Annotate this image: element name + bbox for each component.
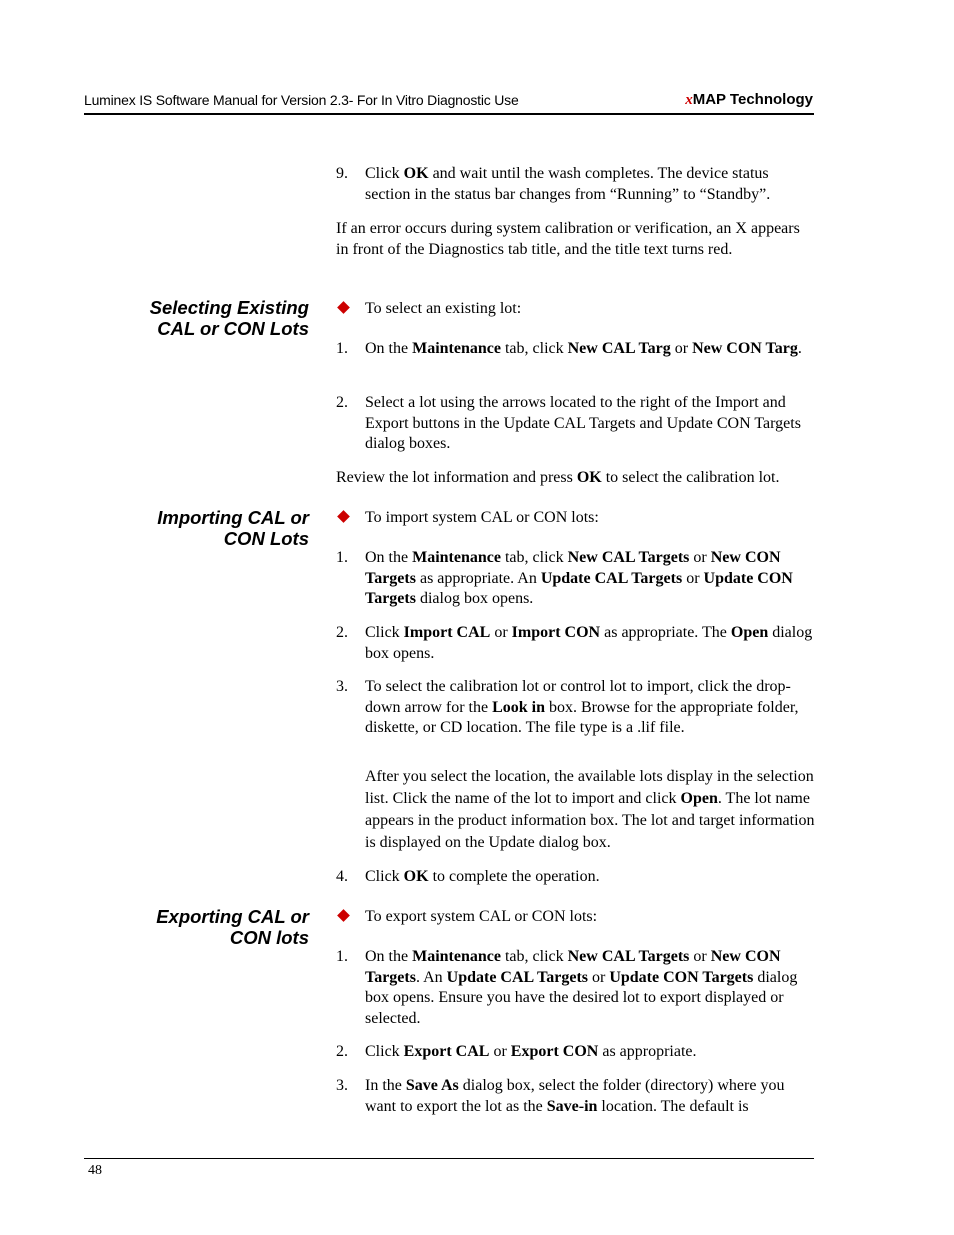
text-run: and wait until the wash completes. The device status section in the status bar changes from “Running” to “Standby”. <box>365 165 771 203</box>
running-header-brand <box>685 91 813 109</box>
step-number: 2. <box>336 1043 348 1060</box>
ui-term: Update CAL Targets <box>540 569 683 587</box>
header-rule <box>84 113 814 115</box>
text-run: Click <box>365 624 404 641</box>
section-heading-importing <box>69 507 309 549</box>
step-number: 1. <box>336 948 348 965</box>
ui-term: New CON Targets <box>365 549 781 587</box>
ui-term: Export CAL <box>403 1043 490 1060</box>
step-number: 3. <box>336 678 348 695</box>
ui-term: New CAL Targets <box>567 948 690 965</box>
text-run: Click <box>365 868 404 885</box>
text-run: . <box>797 340 802 357</box>
text-run: dialog box opens. <box>415 590 534 607</box>
heading-line: Importing CAL or <box>157 507 309 528</box>
bullet-text: To select an existing lot: <box>365 300 522 317</box>
footer-rule <box>84 1158 814 1159</box>
diamond-bullet-icon <box>337 510 350 523</box>
step-number: 2. <box>336 394 348 411</box>
step-text <box>365 867 815 888</box>
step-number: 9. <box>336 165 348 182</box>
text-run: To select the calibration lot or control lot to import, click the drop-down arrow for the <box>365 678 791 716</box>
step-number: 4. <box>336 868 348 885</box>
text-run: box. Browse for the appropriate folder, diskette, or CD location. The file type is a .lif file. <box>365 698 799 736</box>
text-run: as appropriate. An <box>415 569 541 587</box>
heading-line: Selecting Existing <box>149 297 309 318</box>
ui-term: Update CAL Targets <box>446 968 588 986</box>
text-run: After you select the location, the available lots display in the selection list. Click the name of the lot to import and click <box>365 768 814 807</box>
ui-term: Save-in <box>546 1097 598 1115</box>
ui-term: Export CON <box>510 1043 599 1060</box>
brand-name: MAP Technology <box>692 91 813 108</box>
section-heading-exporting <box>69 906 309 948</box>
text-run: to select the calibration lot. <box>601 469 780 486</box>
heading-line: CON lots <box>229 927 309 948</box>
bullet-text: To import system CAL or CON lots: <box>365 509 599 526</box>
step-text <box>365 1042 815 1063</box>
text-run: Click <box>365 165 404 182</box>
section-heading-selecting <box>69 297 309 339</box>
text-run: . An <box>415 968 447 986</box>
text-run: tab, click <box>500 948 568 965</box>
ui-term: OK <box>403 165 429 182</box>
step-number: 1. <box>336 340 348 357</box>
step-number: 3. <box>336 1077 348 1094</box>
text-run: On the <box>365 340 413 357</box>
bullet-text: To export system CAL or CON lots: <box>365 908 598 925</box>
step-text <box>365 623 815 664</box>
ui-term: Maintenance <box>412 948 501 965</box>
text-run: to complete the operation. <box>428 868 600 885</box>
text-run: dialog box, select the folder (directory) where you want to export the lot as the <box>365 1077 785 1115</box>
text-run: or <box>490 624 512 641</box>
heading-line: CAL or CON Lots <box>157 318 309 339</box>
text-run: or <box>588 968 610 986</box>
paragraph-text <box>336 468 814 489</box>
paragraph-text: If an error occurs during system calibration or verification, an X appears in front of the Diagnostics tab title, and the title text turns red. <box>336 220 800 258</box>
text-run: On the <box>365 549 413 566</box>
ui-term: OK <box>576 469 602 486</box>
heading-line: Exporting CAL or <box>156 906 309 927</box>
text-run: or <box>682 569 704 587</box>
ui-term: Import CAL <box>403 624 491 641</box>
step-text: Select a lot using the arrows located to the right of the Import and Export buttons in the Update CAL Targets and Update CON Targets dialog boxes. <box>365 394 801 452</box>
ui-term: Save As <box>405 1077 459 1094</box>
text-run: or <box>489 1043 511 1060</box>
diamond-bullet-icon <box>337 909 350 922</box>
ui-term: Update CON Targets <box>365 569 793 607</box>
ui-term: Open <box>730 624 769 641</box>
ui-term: New CAL Targ <box>567 340 671 357</box>
ui-term: Import CON <box>511 624 601 641</box>
text-run: as appropriate. The <box>600 624 731 641</box>
step-text <box>365 677 815 739</box>
step-text <box>365 339 815 360</box>
ui-term: New CAL Targets <box>567 549 690 566</box>
text-run: or <box>670 340 693 357</box>
text-run: tab, click <box>500 340 568 357</box>
ui-term: OK <box>403 868 429 885</box>
ui-term: Open <box>680 790 718 807</box>
text-run: . The lot name appears in the product information box. The lot and target information is displayed on the Update dialog box. <box>365 790 815 851</box>
ui-term: Maintenance <box>412 549 501 566</box>
step-text <box>365 548 815 610</box>
ui-term: Look in <box>492 698 545 716</box>
text-run: location. The default is <box>597 1097 749 1115</box>
text-run: Click <box>365 1043 404 1060</box>
text-run: or <box>689 948 711 965</box>
text-run: In the <box>365 1077 406 1094</box>
heading-line: CON Lots <box>223 528 309 549</box>
ui-term: New CON Targ <box>692 340 798 357</box>
text-run: tab, click <box>500 549 568 566</box>
brand-x: x <box>685 92 693 108</box>
text-run: as appropriate. <box>598 1043 697 1060</box>
text-run: dialog box opens. <box>365 624 813 662</box>
page-number: 48 <box>88 1163 102 1178</box>
ui-term: New CON Targets <box>365 948 781 986</box>
ui-term: Maintenance <box>412 340 501 357</box>
step-text <box>365 766 815 854</box>
step-number: 2. <box>336 624 348 641</box>
text-run: Review the lot information and press <box>336 469 577 486</box>
running-header-title: Luminex IS Software Manual for Version 2.3- For In Vitro Diagnostic Use <box>84 92 519 108</box>
step-text <box>365 164 815 205</box>
step-number: 1. <box>336 549 348 566</box>
text-run: dialog box opens. Ensure you have the desired lot to export displayed or selected. <box>365 968 798 1027</box>
step-text <box>365 947 815 1029</box>
text-run: or <box>689 549 711 566</box>
diamond-bullet-icon <box>337 301 350 314</box>
step-text <box>365 1076 815 1117</box>
text-run: On the <box>365 948 413 965</box>
ui-term: Update CON Targets <box>609 968 754 986</box>
